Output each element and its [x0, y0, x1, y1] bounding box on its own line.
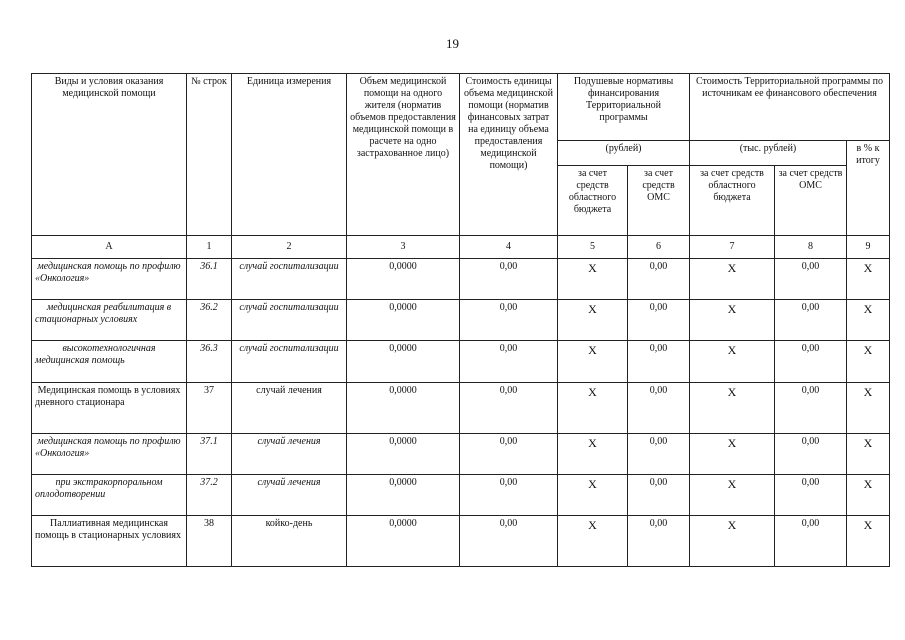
header-col-2: Единица измерения: [232, 74, 347, 236]
row-regional-budget-norm: X: [558, 341, 628, 383]
row-oms-cost: 0,00: [775, 383, 847, 434]
row-volume: 0,0000: [347, 383, 460, 434]
row-unit: койко-день: [232, 516, 347, 567]
row-volume: 0,0000: [347, 300, 460, 341]
header-col-6: за счет средств ОМС: [628, 166, 690, 236]
col-number: 7: [690, 236, 775, 259]
row-regional-budget-cost: X: [690, 300, 775, 341]
row-oms-cost: 0,00: [775, 341, 847, 383]
table-row: [32, 259, 890, 300]
header-group-program-cost: Стоимость Территориальной программы по источникам ее финансового обеспечения: [690, 74, 890, 141]
row-unit: случай госпитализации: [232, 300, 347, 341]
col-number: 4: [460, 236, 558, 259]
header-col-a: Виды и условия оказания медицинской помощи: [32, 74, 187, 236]
row-percent: X: [847, 475, 890, 516]
row-regional-budget-cost: X: [690, 434, 775, 475]
column-numbering-row: [32, 236, 890, 259]
row-percent: X: [847, 434, 890, 475]
table-row: [32, 434, 890, 475]
header-unit-rubles: (рублей): [558, 141, 690, 166]
row-unit-cost: 0,00: [460, 341, 558, 383]
row-number: 37.1: [187, 434, 232, 475]
row-unit: случай госпитализации: [232, 341, 347, 383]
table-row: [32, 383, 890, 434]
row-name: при экстракорпоральном оплодотворении: [32, 475, 187, 516]
row-percent: X: [847, 383, 890, 434]
row-oms-norm: 0,00: [628, 300, 690, 341]
row-oms-cost: 0,00: [775, 516, 847, 567]
row-oms-norm: 0,00: [628, 383, 690, 434]
header-col-7: за счет средств областного бюджета: [690, 166, 775, 236]
col-number: 8: [775, 236, 847, 259]
row-regional-budget-norm: X: [558, 259, 628, 300]
row-regional-budget-norm: X: [558, 475, 628, 516]
header-col-1: № строк: [187, 74, 232, 236]
row-regional-budget-norm: X: [558, 383, 628, 434]
row-volume: 0,0000: [347, 259, 460, 300]
row-regional-budget-cost: X: [690, 259, 775, 300]
header-col-8: за счет средств ОМС: [775, 166, 847, 236]
header-group-per-capita: Подушевые нормативы финансирования Территориальной программы: [558, 74, 690, 141]
header-col-3: Объем медицинской помощи на одного жителя (норматив объемов предоставления медицинской помощи в расчете на одно застрахованное лицо): [347, 74, 460, 236]
row-unit-cost: 0,00: [460, 383, 558, 434]
row-percent: X: [847, 341, 890, 383]
row-regional-budget-cost: X: [690, 341, 775, 383]
row-unit: случай лечения: [232, 434, 347, 475]
col-number: А: [32, 236, 187, 259]
row-oms-norm: 0,00: [628, 516, 690, 567]
row-name: медицинская реабилитация в стационарных условиях: [32, 300, 187, 341]
table-row: [32, 516, 890, 567]
row-number: 38: [187, 516, 232, 567]
row-unit: случай госпитализации: [232, 259, 347, 300]
table-row: [32, 300, 890, 341]
row-regional-budget-cost: X: [690, 475, 775, 516]
col-number: 9: [847, 236, 890, 259]
row-unit: случай лечения: [232, 475, 347, 516]
row-volume: 0,0000: [347, 475, 460, 516]
row-name: медицинская помощь по профилю «Онкология»: [32, 434, 187, 475]
row-oms-norm: 0,00: [628, 475, 690, 516]
row-oms-cost: 0,00: [775, 259, 847, 300]
row-number: 36.3: [187, 341, 232, 383]
row-regional-budget-norm: X: [558, 516, 628, 567]
row-volume: 0,0000: [347, 341, 460, 383]
col-number: 1: [187, 236, 232, 259]
row-number: 37: [187, 383, 232, 434]
row-oms-cost: 0,00: [775, 300, 847, 341]
row-unit-cost: 0,00: [460, 259, 558, 300]
table-row: [32, 341, 890, 383]
row-unit-cost: 0,00: [460, 434, 558, 475]
row-regional-budget-norm: X: [558, 434, 628, 475]
row-volume: 0,0000: [347, 434, 460, 475]
col-number: 2: [232, 236, 347, 259]
row-oms-norm: 0,00: [628, 341, 690, 383]
row-percent: X: [847, 300, 890, 341]
row-unit-cost: 0,00: [460, 300, 558, 341]
row-oms-cost: 0,00: [775, 434, 847, 475]
col-number: 6: [628, 236, 690, 259]
financing-table: [31, 73, 890, 567]
row-percent: X: [847, 516, 890, 567]
table-row: [32, 475, 890, 516]
row-oms-norm: 0,00: [628, 434, 690, 475]
row-percent: X: [847, 259, 890, 300]
row-oms-norm: 0,00: [628, 259, 690, 300]
header-col-9: в % к итогу: [847, 141, 890, 236]
header-unit-thousand-rubles: (тыс. рублей): [690, 141, 847, 166]
col-number: 3: [347, 236, 460, 259]
header-col-4: Стоимость единицы объема медицинской помощи (норматив финансовых затрат на единицу объема предоставления медицинской помощи): [460, 74, 558, 236]
row-volume: 0,0000: [347, 516, 460, 567]
row-regional-budget-norm: X: [558, 300, 628, 341]
row-number: 36.2: [187, 300, 232, 341]
row-name: высокотехнологичная медицинская помощь: [32, 341, 187, 383]
row-oms-cost: 0,00: [775, 475, 847, 516]
row-name: медицинская помощь по профилю «Онкология»: [32, 259, 187, 300]
row-unit: случай лечения: [232, 383, 347, 434]
row-unit-cost: 0,00: [460, 516, 558, 567]
row-name: Медицинская помощь в условиях дневного стационара: [32, 383, 187, 434]
row-regional-budget-cost: X: [690, 516, 775, 567]
row-unit-cost: 0,00: [460, 475, 558, 516]
page-number: 19: [446, 36, 459, 51]
header-col-5: за счет средств областного бюджета: [558, 166, 628, 236]
row-number: 36.1: [187, 259, 232, 300]
col-number: 5: [558, 236, 628, 259]
row-number: 37.2: [187, 475, 232, 516]
row-regional-budget-cost: X: [690, 383, 775, 434]
row-name: Паллиативная медицинская помощь в стационарных условиях: [32, 516, 187, 567]
